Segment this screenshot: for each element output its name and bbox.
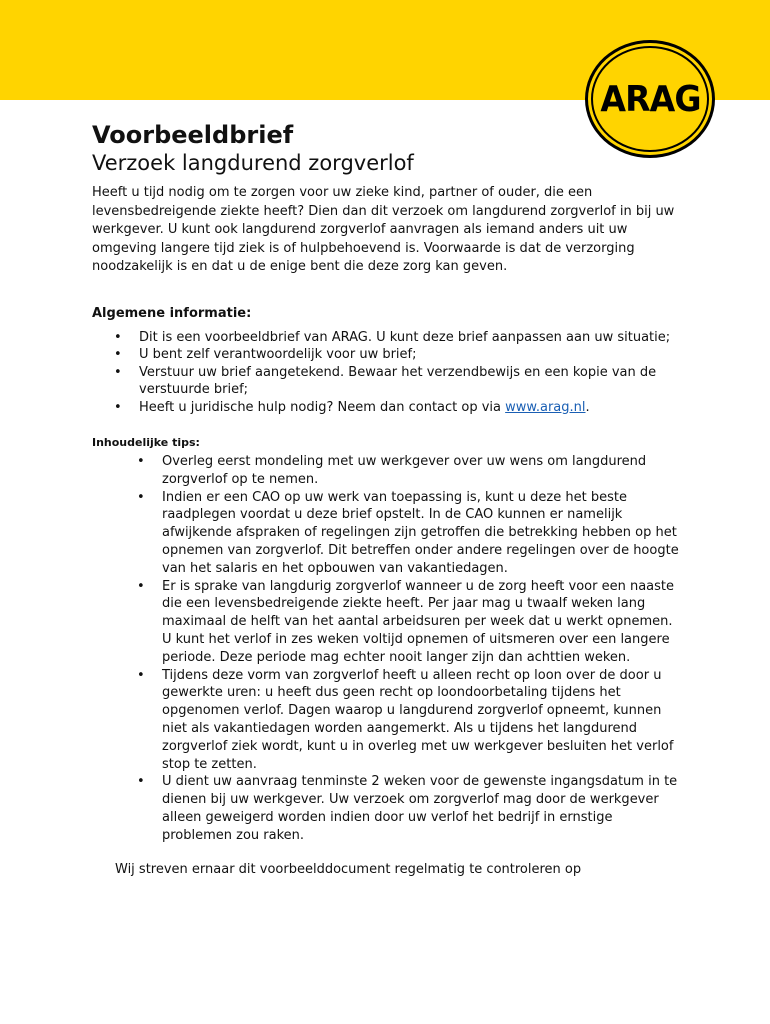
document-subtitle: Verzoek langdurend zorgverlof xyxy=(92,151,414,175)
intro-paragraph: Heeft u tijd nodig om te zorgen voor uw zieke kind, partner of ouder, die een levensbedreigende ziekte heeft? Dien dan dit verzoek om langdurend zorgverlof in bij uw werkgever. U kunt ook langdurend zorgverlof aanvragen als iemand anders uit uw omgeving langere tijd ziek is of hulpbehoevend is. Voorwaarde is dat de verzorging noodzakelijk is en dat u de enige bent die deze zorg kan geven. xyxy=(92,185,675,274)
tip-item: • Tijdens deze vorm van zorgverlof heeft u alleen recht op loon over de door u gewerkte uren: u heeft dus geen recht op loondoorbetaling tijdens het opgenomen verlof. Dagen waarop u langdurend zorgverlof opneemt, kunnen niet als vakantiedagen worden aangemerkt. Als u tijdens het langdurend zorgverlof ziek wordt, kunt u in overleg met uw werkgever besluiten het verlof stop te zetten. xyxy=(162,667,682,774)
tip-item: • Indien er een CAO op uw werk van toepassing is, kunt u deze het beste raadplegen voordat u deze brief opstelt. In de CAO kunnen er namelijk afwijkende afspraken of regelingen zijn getroffen die betrekking hebben op het opnemen van zorgverlof. Dit betreffen onder andere regelingen over de hoogte van het salaris en het opbouwen van vakantiedagen. xyxy=(162,489,682,578)
general-info-list xyxy=(92,329,692,417)
tips-heading: Inhoudelijke tips: xyxy=(92,436,200,449)
general-info-item-contact xyxy=(139,399,692,417)
tip-item: • Er is sprake van langdurig zorgverlof wanneer u de zorg heeft voor een naaste die een levensbedreigende ziekte heeft. Per jaar mag u twaalf weken lang maximaal de helft van het aantal arbeidsuren per week dat u werkt opnemen. U kunt het verlof in zes weken voltijd opnemen of uitsmeren over een langere periode. Deze periode mag echter nooit langer zijn dan achttien weken. xyxy=(162,578,682,667)
contact-text: Heeft u juridische hulp nodig? Neem dan contact op via xyxy=(139,399,506,415)
general-info-item: • U bent zelf verantwoordelijk voor uw brief; xyxy=(139,346,692,364)
general-info-heading: Algemene informatie: xyxy=(92,305,252,321)
arag-website-link[interactable]: www.arag.nl xyxy=(505,399,586,415)
tip-item: • U dient uw aanvraag tenminste 2 weken voor de gewenste ingangsdatum in te dienen bij uw werkgever. Uw verzoek om zorgverlof mag door de werkgever alleen geweigerd worden indien door uw verlof het bedrijf in ernstige problemen zou raken. xyxy=(162,773,682,844)
tips-list xyxy=(92,453,682,845)
general-info-item: • Dit is een voorbeeldbrief van ARAG. U kunt deze brief aanpassen aan uw situatie; xyxy=(139,329,692,347)
general-info-item: • Verstuur uw brief aangetekend. Bewaar het verzendbewijs en een kopie van de verstuurde brief; xyxy=(139,364,692,399)
document-title: Voorbeeldbrief xyxy=(92,121,294,149)
footer-paragraph: Wij streven ernaar dit voorbeelddocument regelmatig te controleren op xyxy=(115,861,582,877)
arag-logo-text: ARAG xyxy=(599,78,701,120)
tip-item: • Overleg eerst mondeling met uw werkgever over uw wens om langdurend zorgverlof op te nemen. xyxy=(162,453,682,489)
contact-suffix: . xyxy=(585,399,590,415)
document-body xyxy=(92,120,692,879)
